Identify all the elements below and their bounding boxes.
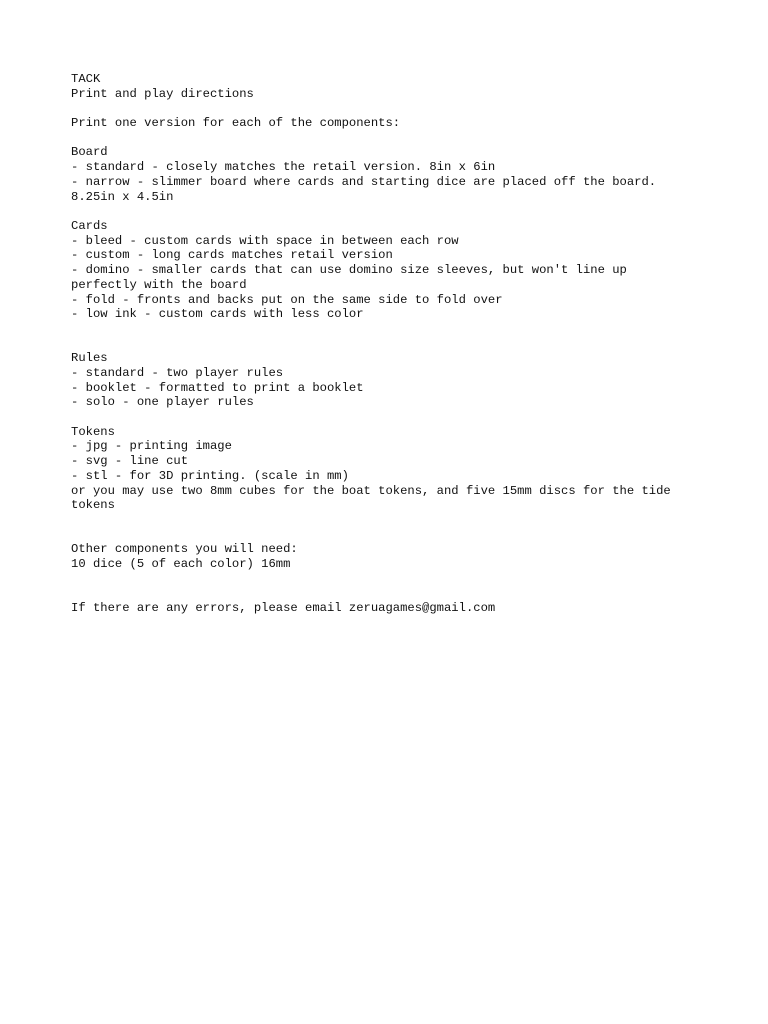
section-heading-cards: Cards	[71, 218, 108, 233]
section-cards	[71, 219, 751, 322]
list-item: - svg - line cut	[71, 454, 189, 469]
list-item: 8.25in x 4.5in	[71, 189, 174, 204]
spacer	[71, 586, 751, 601]
list-item: or you may use two 8mm cubes for the boat tokens, and five 15mm discs for the tide	[71, 483, 671, 498]
section-heading-other: Other components you will need:	[71, 542, 298, 557]
document-page	[71, 72, 751, 616]
spacer	[71, 204, 751, 219]
list-item: - standard - closely matches the retail version. 8in x 6in	[71, 160, 496, 175]
spacer	[71, 131, 751, 146]
document-subtitle: Print and play directions	[71, 86, 254, 101]
section-heading-rules: Rules	[71, 351, 108, 366]
list-item: 10 dice (5 of each color) 16mm	[71, 557, 291, 572]
list-item: - fold - fronts and backs put on the same side to fold over	[71, 292, 503, 307]
spacer	[71, 101, 751, 116]
list-item: tokens	[71, 498, 115, 513]
spacer	[71, 528, 751, 543]
spacer	[71, 410, 751, 425]
spacer	[71, 572, 751, 587]
section-heading-board: Board	[71, 145, 108, 160]
section-rules	[71, 351, 751, 410]
list-item: - domino - smaller cards that can use domino size sleeves, but won't line up	[71, 263, 627, 278]
section-tokens	[71, 425, 751, 513]
spacer	[71, 322, 751, 337]
document-title: TACK	[71, 72, 101, 86]
list-item: - custom - long cards matches retail version	[71, 248, 393, 263]
list-item: - booklet - formatted to print a booklet	[71, 380, 364, 395]
list-item: - bleed - custom cards with space in between each row	[71, 233, 459, 248]
list-item: perfectly with the board	[71, 277, 247, 292]
footer-contact: If there are any errors, please email zeruagames@gmail.com	[71, 601, 496, 616]
section-board	[71, 145, 751, 204]
spacer	[71, 513, 751, 528]
list-item: - stl - for 3D printing. (scale in mm)	[71, 468, 349, 483]
section-heading-tokens: Tokens	[71, 424, 115, 439]
list-item: - standard - two player rules	[71, 365, 284, 380]
section-other-components	[71, 542, 751, 571]
list-item: - low ink - custom cards with less color	[71, 307, 364, 322]
list-item: - narrow - slimmer board where cards and starting dice are placed off the board.	[71, 174, 657, 189]
list-item: - solo - one player rules	[71, 395, 254, 410]
intro-text: Print one version for each of the components:	[71, 116, 401, 131]
list-item: - jpg - printing image	[71, 439, 232, 454]
spacer	[71, 337, 751, 352]
